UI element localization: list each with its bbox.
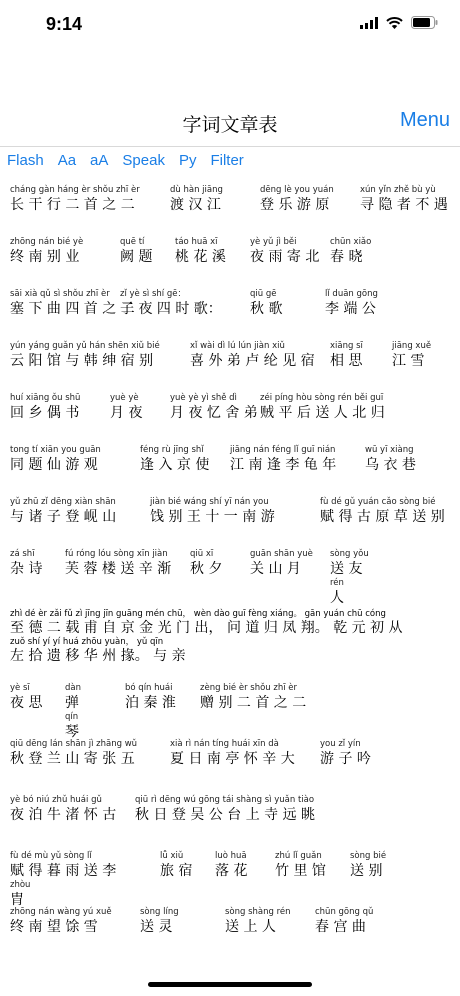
pinyin-label: you zǐ yín	[320, 739, 361, 749]
pinyin-label: zhōng nán wàng yú xuě	[10, 907, 112, 917]
hanzi-label: 春 晓	[330, 249, 363, 265]
title-row	[10, 795, 450, 851]
hanzi-label: 渡 汉 江	[170, 197, 221, 213]
long-entry-text-1: 至 德 二 载 甫 自 京 金 光 门 出， 问 道 归 凤 翔。 乾 元 初 从	[10, 620, 403, 636]
hanzi-label: 相 思	[330, 353, 363, 369]
pinyin-label: sòng yǒu	[330, 549, 369, 559]
hanzi-label: 与 诸 子 登 岘 山	[10, 509, 117, 525]
hanzi-label: 子 夜 四 时 歌：	[120, 301, 222, 317]
home-indicator	[148, 982, 312, 987]
pinyin-label: dàn	[65, 683, 81, 693]
pinyin-label: wū yī xiàng	[365, 445, 414, 455]
pinyin-label: guān shān yuè	[250, 549, 313, 559]
title-row	[10, 683, 450, 739]
title-row	[10, 393, 450, 445]
hanzi-label: 江 雪	[392, 353, 425, 369]
poem-title-item[interactable]	[330, 237, 371, 266]
hanzi-label: 旅 宿	[160, 863, 193, 879]
title-row	[10, 739, 450, 795]
filter-button[interactable]: Filter	[210, 152, 244, 169]
hanzi-label: 送 别	[350, 863, 383, 879]
poem-title-item[interactable]	[320, 497, 445, 526]
pinyin-label: zéi píng hòu sòng rén běi guī	[260, 393, 384, 403]
pinyin-label: zèng bié èr shǒu zhī èr	[200, 683, 298, 693]
poem-title-item[interactable]	[190, 549, 222, 578]
poem-title-item[interactable]	[260, 185, 334, 214]
poem-title-item[interactable]	[275, 851, 326, 880]
hanzi-label: 登 乐 游 原	[260, 197, 330, 213]
pinyin-label: qiū rì dēng wú gōng tái shàng sì yuǎn tiào	[135, 795, 315, 805]
title-row	[10, 445, 450, 497]
hanzi-label: 月 夜 忆 舍 弟	[170, 405, 258, 421]
poem-title-item[interactable]	[170, 185, 223, 214]
title-row	[10, 497, 450, 549]
hanzi-label: 逢 入 京 使	[140, 457, 210, 473]
hanzi-label: 赋 得 暮 雨 送 李	[10, 863, 117, 879]
poem-title-item[interactable]	[160, 851, 192, 880]
hanzi-label: 竹 里 馆	[275, 863, 326, 879]
menu-button[interactable]: Menu	[399, 109, 450, 131]
pinyin-label: quē tí	[120, 237, 145, 247]
pinyin-label: jiàn bié wáng shí yī nán you	[150, 497, 269, 507]
poem-title-item[interactable]	[315, 907, 373, 936]
pinyin-label: yuè yè	[110, 393, 139, 403]
poem-title-item[interactable]	[330, 549, 369, 607]
pinyin-label: xiāng sī	[330, 341, 363, 351]
navigation-bar	[0, 100, 460, 147]
pinyin-label-wrapped: qín	[65, 712, 79, 722]
poem-title-item[interactable]	[225, 907, 291, 936]
hanzi-label: 寻 隐 者 不 遇	[360, 197, 448, 213]
pinyin-label: tong tí xiān you guān	[10, 445, 101, 455]
hanzi-label: 同 题 仙 游 观	[10, 457, 98, 473]
pinyin-label: luò huā	[215, 851, 247, 861]
long-entry-pinyin-1: zhì dé èr zǎi fǔ zì jīng jīn guāng mén chū， wèn dào guī fèng xiáng。 gān yuán chū cóng	[10, 609, 386, 619]
poem-title-item[interactable]	[170, 739, 295, 768]
poem-title-item[interactable]	[330, 341, 363, 370]
hanzi-label: 送 上 人	[225, 919, 276, 935]
title-row	[10, 289, 450, 341]
pinyin-toggle-button[interactable]: Py	[178, 152, 197, 169]
poem-title-item[interactable]	[10, 907, 112, 936]
poem-title-item[interactable]	[250, 289, 282, 318]
poem-title-item[interactable]	[230, 445, 336, 474]
poem-title-item[interactable]	[10, 341, 160, 370]
poem-title-item[interactable]	[65, 549, 171, 578]
poem-title-item[interactable]	[10, 185, 140, 214]
poem-title-item[interactable]	[10, 739, 137, 768]
hanzi-label: 秋 歌	[250, 301, 283, 317]
title-row	[10, 185, 450, 237]
pinyin-label: xún yǐn zhě bù yù	[360, 185, 436, 195]
hanzi-label: 长 干 行 二 首 之 二	[10, 197, 135, 213]
poem-title-item[interactable]	[250, 549, 313, 578]
pinyin-label: chūn xiǎo	[330, 237, 372, 247]
title-grid	[10, 185, 450, 606]
poem-title-item[interactable]	[150, 497, 275, 526]
hanzi-label: 贼 平 后 送 人 北 归	[260, 405, 385, 421]
pinyin-label: yuè yè yì shě dì	[170, 393, 237, 403]
title-row	[10, 341, 450, 393]
hanzi-label: 秋 夕	[190, 561, 223, 577]
poem-title-item[interactable]	[10, 445, 101, 474]
pinyin-label: dù hàn jiāng	[170, 185, 223, 195]
pinyin-label: fù dé gǔ yuán cǎo sòng bié	[320, 497, 436, 507]
poem-title-item[interactable]	[200, 683, 306, 712]
pinyin-label: zǐ yè sì shí gē：	[120, 289, 186, 299]
hanzi-label-wrapped: 胄	[10, 892, 24, 908]
pinyin-label: jiāng nán féng lǐ guī nián	[230, 445, 336, 455]
pinyin-label: chūn gōng qǔ	[315, 907, 374, 917]
pinyin-label: fù dé mù yǔ sòng lǐ	[10, 851, 92, 861]
poem-title-item[interactable]	[10, 549, 42, 578]
pinyin-label: xià rì nán tíng huái xīn dà	[170, 739, 279, 749]
hanzi-label: 赠 别 二 首 之 二	[200, 695, 307, 711]
pinyin-label: sòng bié	[350, 851, 387, 861]
hanzi-label: 饯 别 王 十 一 南 游	[150, 509, 275, 525]
pinyin-label: sāi xià qǔ sì shǒu zhī èr	[10, 289, 110, 299]
poem-title-item[interactable]	[10, 683, 42, 712]
poem-title-item[interactable]	[140, 445, 209, 474]
poem-title-item[interactable]	[215, 851, 247, 880]
flash-button[interactable]: Flash	[7, 152, 44, 169]
pinyin-label: yè sī	[10, 683, 30, 693]
poem-title-item[interactable]	[125, 683, 176, 712]
hanzi-label: 秋 登 兰 山 寄 张 五	[10, 751, 135, 767]
hanzi-label-wrapped: 琴	[65, 724, 79, 740]
hanzi-label: 终 南 别 业	[10, 249, 80, 265]
title-row	[10, 237, 450, 289]
hanzi-label: 夜 泊 牛 渚 怀 古	[10, 807, 117, 823]
hanzi-label: 杂 诗	[10, 561, 43, 577]
pinyin-label: zhōng nán bié yè	[10, 237, 84, 247]
battery-icon	[411, 16, 438, 29]
poem-title-item[interactable]	[120, 289, 222, 318]
title-row	[10, 907, 450, 963]
poem-title-item[interactable]	[392, 341, 431, 370]
pinyin-label: sòng líng	[140, 907, 179, 917]
poem-title-item[interactable]	[260, 393, 385, 422]
pinyin-label: jiāng xuě	[392, 341, 432, 351]
pinyin-label: lǐ duān gōng	[325, 289, 378, 299]
status-time: 9:14	[46, 14, 83, 34]
hanzi-label: 夜 雨 寄 北	[250, 249, 320, 265]
title-grid-lower	[10, 683, 450, 963]
poem-title-item[interactable]	[110, 393, 142, 422]
hanzi-label: 落 花	[215, 863, 248, 879]
pinyin-label-wrapped: zhòu	[10, 880, 31, 890]
pinyin-label-wrapped: rén	[330, 578, 344, 588]
poem-title-item[interactable]	[135, 795, 315, 824]
pinyin-label: yún yáng guǎn yǔ hán shēn xiǔ bié	[10, 341, 160, 351]
title-row	[10, 851, 450, 907]
pinyin-label: dēng lè you yuán	[260, 185, 334, 195]
poem-title-item[interactable]	[365, 445, 416, 474]
hanzi-label: 乌 衣 巷	[365, 457, 416, 473]
poem-title-item[interactable]	[140, 907, 179, 936]
pinyin-label: yè yǔ jì běi	[250, 237, 297, 247]
hanzi-label: 李 端 公	[325, 301, 376, 317]
pinyin-label: qiū dēng lán shān jì zhāng wǔ	[10, 739, 138, 749]
poem-title-item[interactable]	[10, 851, 116, 909]
long-entry-pinyin-2: zuǒ shí yí yí huá zhōu yuàn， yǔ qīn	[10, 637, 164, 647]
hanzi-label: 游 子 吟	[320, 751, 371, 767]
hanzi-label: 阙 题	[120, 249, 153, 265]
hanzi-label: 夜 思	[10, 695, 43, 711]
pinyin-label: yè bó niú zhǔ huái gǔ	[10, 795, 102, 805]
poem-title-item[interactable]	[120, 237, 152, 266]
pinyin-label: cháng gàn háng èr shǒu zhī èr	[10, 185, 140, 195]
hanzi-label: 月 夜	[110, 405, 143, 421]
pinyin-label: zá shī	[10, 549, 35, 559]
poem-title-item[interactable]	[10, 289, 135, 318]
poem-title-item[interactable]	[170, 393, 258, 422]
hanzi-label: 送 灵	[140, 919, 173, 935]
font-larger-button[interactable]: Aa	[57, 152, 77, 169]
hanzi-label: 喜 外 弟 卢 纶 见 宿	[190, 353, 315, 369]
hanzi-label: 桃 花 溪	[175, 249, 226, 265]
hanzi-label: 送 友	[330, 561, 363, 577]
poem-title-item[interactable]	[65, 683, 81, 741]
long-entry-text-2: 左 拾 遗 移 华 州 掾。 与 亲	[10, 648, 186, 664]
poem-title-item[interactable]	[10, 795, 116, 824]
hanzi-label: 关 山 月	[250, 561, 301, 577]
pinyin-label: lǚ xiǔ	[160, 851, 184, 861]
hanzi-label-wrapped: 人	[330, 590, 344, 606]
hanzi-label: 夏 日 南 亭 怀 辛 大	[170, 751, 295, 767]
speak-button[interactable]: Speak	[122, 152, 165, 169]
pinyin-label: huí xiāng ǒu shū	[10, 393, 81, 403]
poem-title-item[interactable]	[250, 237, 319, 266]
pinyin-label: féng rù jīng shǐ	[140, 445, 204, 455]
poem-title-item[interactable]	[350, 851, 386, 880]
poem-title-item[interactable]	[10, 237, 83, 266]
poem-title-item[interactable]	[325, 289, 378, 318]
pinyin-label: xǐ wài dì lú lún jiàn xiǔ	[190, 341, 285, 351]
hanzi-label: 秋 日 登 吴 公 台 上 寺 远 眺	[135, 807, 316, 823]
hanzi-label: 塞 下 曲 四 首 之 二	[10, 301, 135, 317]
title-row	[10, 549, 450, 606]
hanzi-label: 弹	[65, 695, 79, 711]
hanzi-label: 终 南 望 馀 雪	[10, 919, 98, 935]
pinyin-label: fú róng lóu sòng xīn jiàn	[65, 549, 168, 559]
status-icons	[360, 16, 438, 29]
hanzi-label: 云 阳 馆 与 韩 绅 宿 别	[10, 353, 154, 369]
pinyin-label: sòng shàng rén	[225, 907, 291, 917]
poem-title-item[interactable]	[360, 185, 448, 214]
hanzi-label: 江 南 逢 李 龟 年	[230, 457, 337, 473]
pinyin-label: táo huā xī	[175, 237, 218, 247]
page-title: 字词文章表	[182, 115, 278, 136]
hanzi-label: 芙 蓉 楼 送 辛 渐	[65, 561, 172, 577]
toolbar	[7, 152, 244, 169]
pinyin-label: zhú lǐ guǎn	[275, 851, 322, 861]
hanzi-label: 赋 得 古 原 草 送 别	[320, 509, 445, 525]
hanzi-label: 回 乡 偶 书	[10, 405, 80, 421]
pinyin-label: bó qín huái	[125, 683, 173, 693]
status-bar	[0, 0, 460, 48]
hanzi-label: 春 宫 曲	[315, 919, 366, 935]
wifi-icon	[386, 17, 403, 29]
pinyin-label: yǔ zhū zǐ dēng xiàn shān	[10, 497, 116, 507]
cellular-signal-icon	[360, 17, 378, 29]
poem-title-item[interactable]	[175, 237, 226, 266]
poem-title-item[interactable]	[10, 393, 80, 422]
poem-title-item[interactable]	[190, 341, 315, 370]
poem-title-item[interactable]	[10, 497, 116, 526]
pinyin-label: qiū gē	[250, 289, 277, 299]
font-smaller-button[interactable]: aA	[90, 152, 109, 169]
hanzi-label: 泊 秦 淮	[125, 695, 176, 711]
poem-title-item[interactable]	[320, 739, 371, 768]
pinyin-label: qiū xī	[190, 549, 214, 559]
